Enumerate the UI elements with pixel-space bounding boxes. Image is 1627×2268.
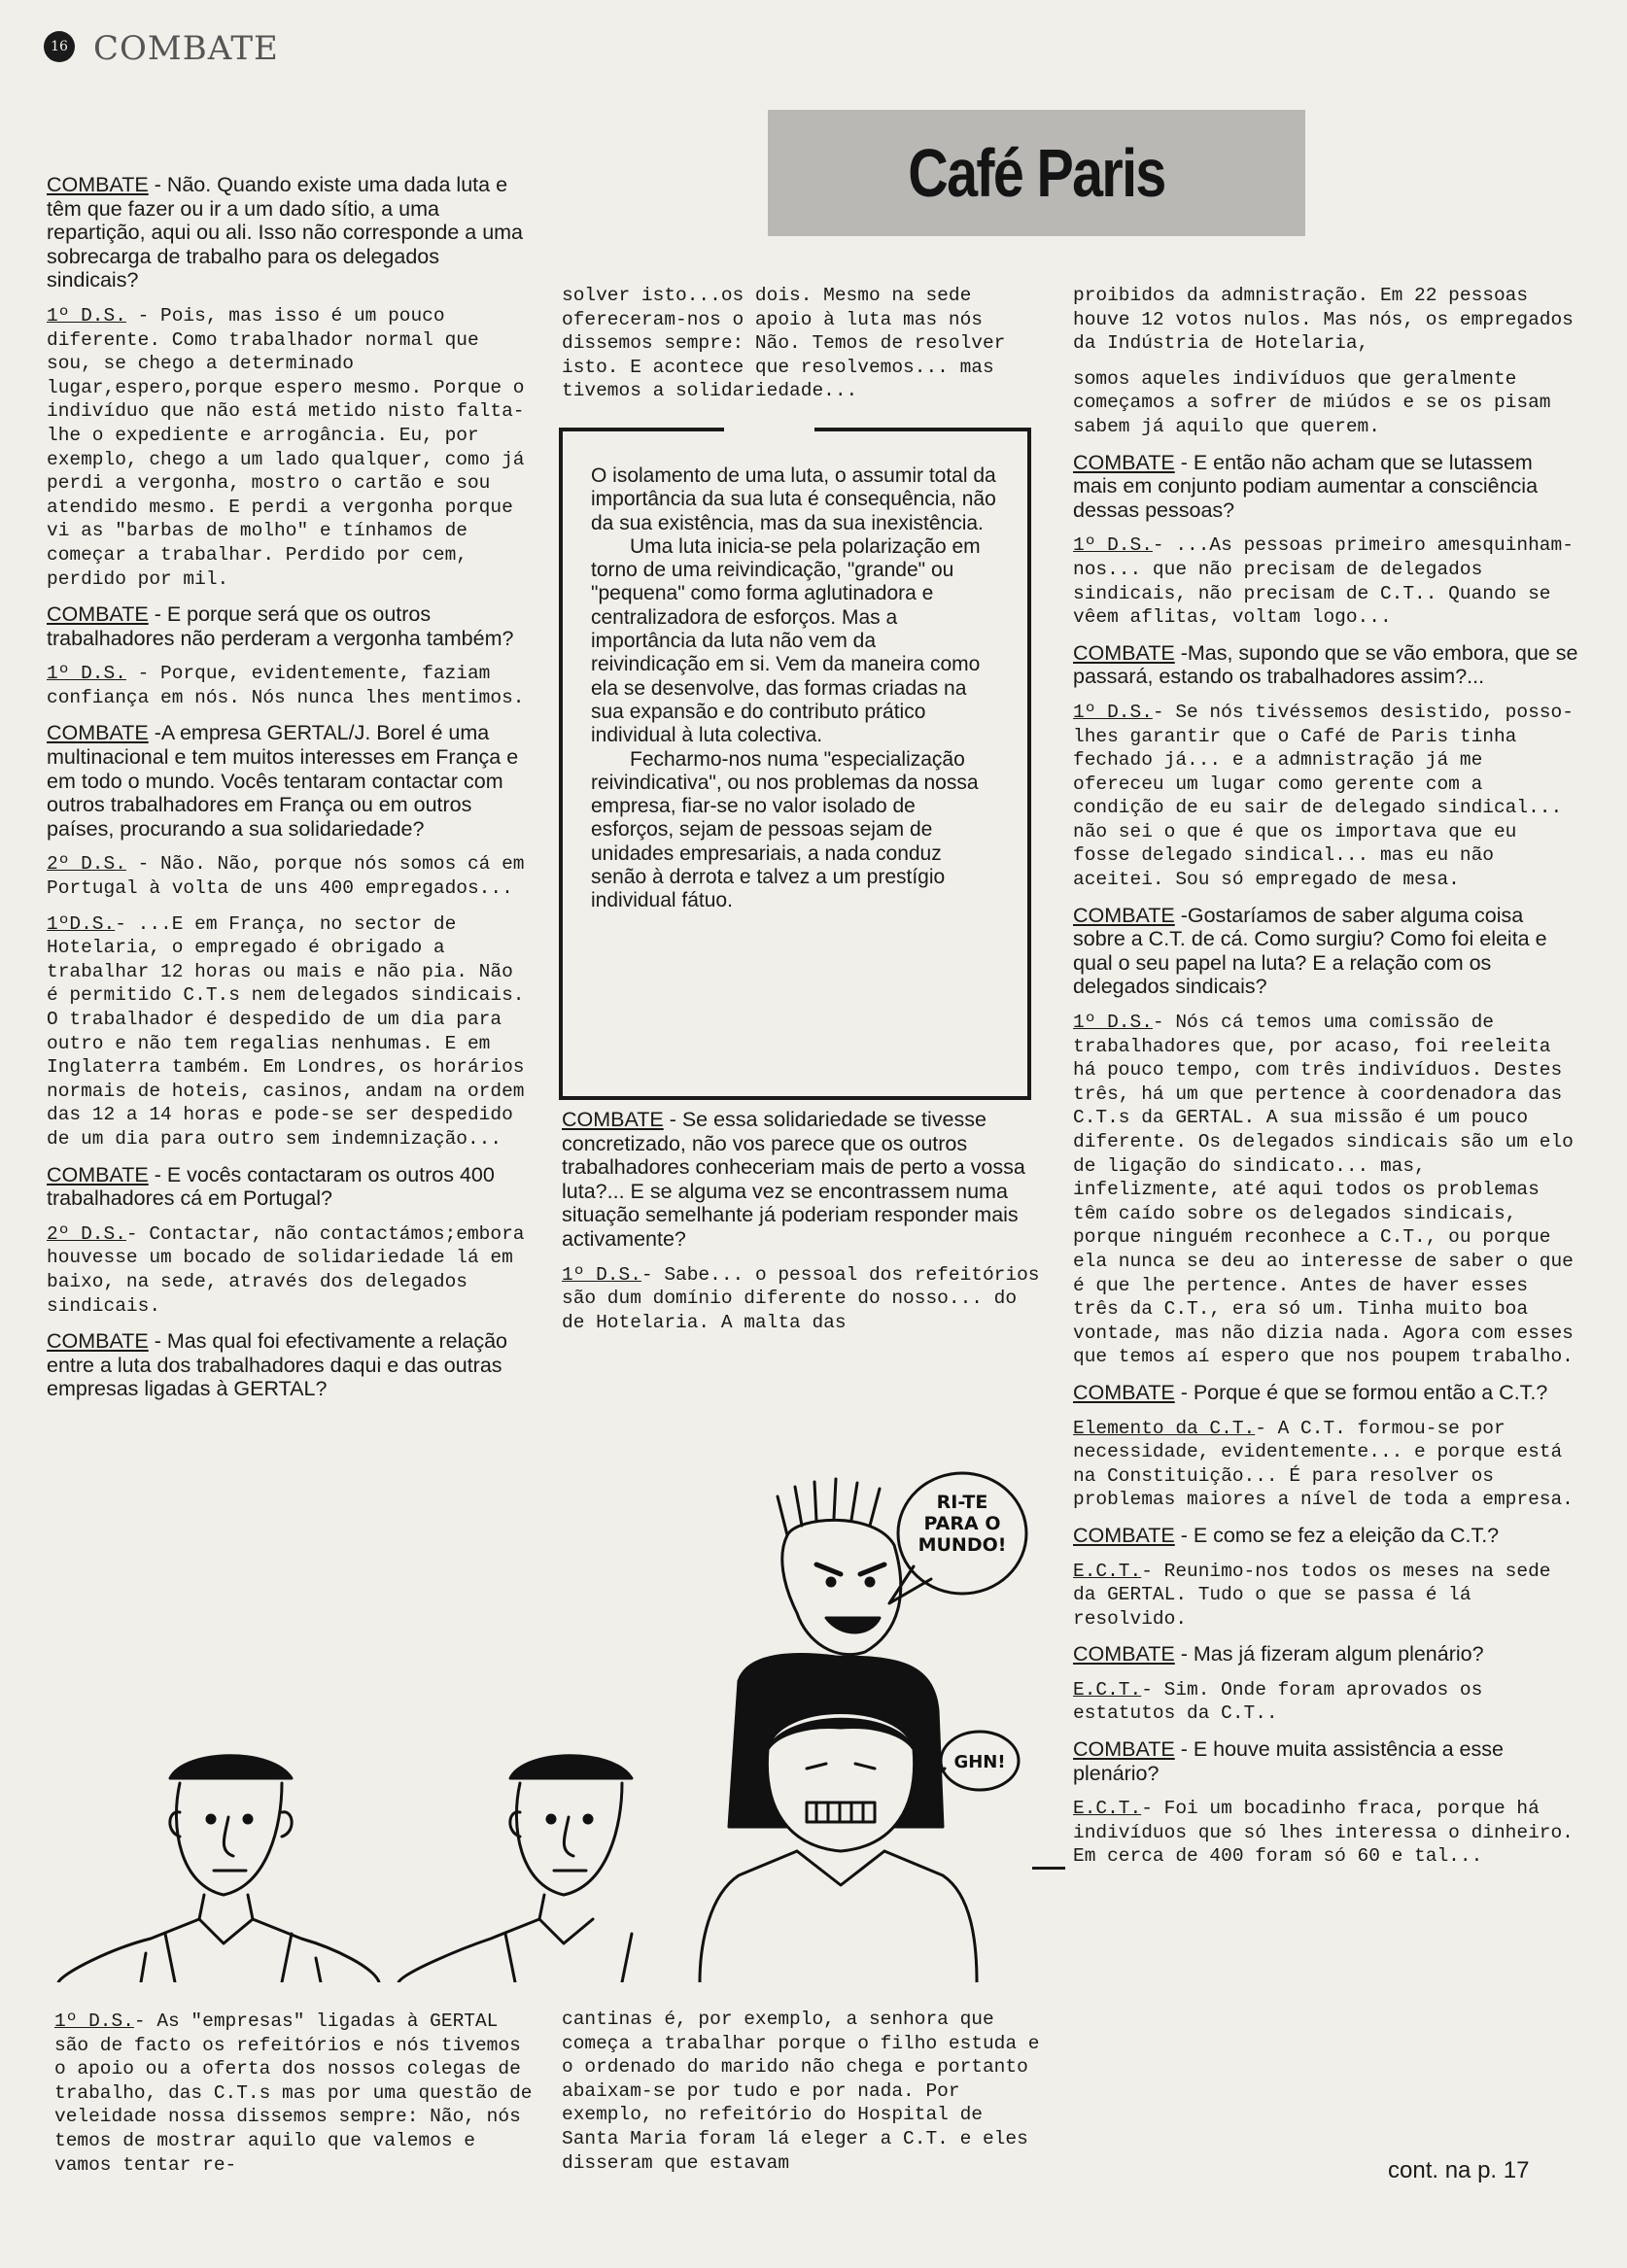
paragraph-text: - Mas qual foi efectivamente a relação entre a luta dos trabalhadores daqui e das outras empresas ligadas à GERTAL?: [47, 1329, 507, 1401]
paragraph-text: - Nós cá temos uma comissão de trabalhadores que, por acaso, foi reeleita há pouco tempo, com três indivíduos. Destes três, há um que pertence à coordenadora das C.T.s da GERTAL. A sua missão é um pouco diferente. Os delegados sindicais são um elo de ligação do sindicato... mas, infelizmente, até aqui todos os problemas têm caído sobre os delegados sindicais, porque ninguém reconhece a C.T., ou porque ela nunca se deu ao interesse de saber o que é que lhe pertence. Antes de haver esses três da C.T., era só um. Tinha muito boa vontade, mas não dizia nada. Agora com esses que temos aí espero que nos poupem trabalho.: [1073, 1012, 1574, 1368]
column-2: [562, 284, 1048, 415]
paragraph-text: - As "empresas" ligadas à GERTAL são de facto os refeitórios e nós tivemos o apoio ou a oferta dos nossos colegas de trabalho, das C.T.s mas por uma questão de veleidade nossa dissemos sempre: Não, nós temos de mostrar aquilo que valemos e vamos tentar re-: [54, 2010, 533, 2176]
title-banner: [768, 110, 1305, 236]
paragraph: [1073, 451, 1578, 523]
speaker-label: COMBATE: [47, 721, 149, 745]
paragraph-text: - A C.T. formou-se por necessidade, evidentemente... e porque está na Constituição... É para resolver os problemas maiores a nível de toda a empresa.: [1073, 1417, 1574, 1511]
speaker-label: COMBATE: [47, 602, 149, 627]
speaker-label: 1º D.S.: [1073, 701, 1153, 723]
paragraph-text: - E porque será que os outros trabalhadores não perderam a vergonha também?: [47, 602, 514, 650]
speaker-label: COMBATE: [1073, 1380, 1175, 1404]
paragraph-text: - Se nós tivéssemos desistido, posso-lhes garantir que o Café de Paris tinha fechado já... e a admnistração já me ofereceu um lugar como gerente com a condição de eu sair de delegado sindical... não sei o que é que os importava que eu fosse delegado sindical... mas eu não aceitei. Sou só empregado de mesa.: [1073, 701, 1574, 891]
speech-bubble-text: [918, 1492, 1007, 1556]
paragraph: [47, 1163, 533, 1211]
paragraph: [1073, 1560, 1578, 1632]
paragraph: [562, 1108, 1048, 1252]
paragraph-text: - Se essa solidariedade se tivesse concretizado, não vos parece que os outros trabalhadores conheceriam mais de perto a vossa luta?... E se alguma vez se encontrassem numa situação semelhante já poderiam responder mais activamente?: [562, 1108, 1025, 1251]
paragraph: [1073, 904, 1578, 999]
continued-note: cont. na p. 17: [1388, 2157, 1530, 2183]
speaker-label: COMBATE: [1073, 1642, 1175, 1667]
paragraph-text: - E então não acham que se lutassem mais em conjunto podiam aumentar a consciência dessas pessoas?: [1073, 450, 1539, 522]
speaker-label: COMBATE: [47, 1162, 149, 1186]
paragraph-text: - Sim. Onde foram aprovados os estatutos da C.T..: [1073, 1678, 1483, 1725]
speech-bubble-line: PARA O: [923, 1513, 1001, 1534]
paragraph-text: solver isto...os dois. Mesmo na sede ofereceram-nos o apoio à luta mas nós dissemos sempre: Não. Temos de resolver isto. E acontece que resolvemos... mas tivemos a solidariedade...: [562, 285, 1006, 402]
speaker-label: 1º D.S.: [562, 1263, 641, 1286]
paragraph: [47, 602, 533, 650]
paragraph: [47, 304, 533, 591]
speaker-label: E.C.T.: [1073, 1560, 1142, 1582]
paragraph: [1073, 1737, 1578, 1785]
paragraph-text: - Mas já fizeram algum plenário?: [1174, 1642, 1484, 1667]
paragraph-text: - E vocês contactaram os outros 400 trabalhadores cá em Portugal?: [47, 1162, 495, 1211]
paragraph: [47, 662, 533, 709]
paragraph: [1073, 533, 1578, 629]
speaker-label: COMBATE: [1073, 640, 1175, 665]
speaker-label: COMBATE: [1073, 1737, 1175, 1762]
paragraph: [47, 852, 533, 900]
paragraph: [1073, 1642, 1578, 1667]
article-title: Café Paris: [908, 135, 1165, 211]
paragraph: [1073, 1678, 1578, 1726]
speaker-label: COMBATE: [1073, 903, 1175, 927]
paragraph-text: - ...As pessoas primeiro amesquinham-nos... que não precisam de delegados sindicais, não precisam de C.T.. Quando se vêem aflitas, voltam logo...: [1073, 534, 1574, 629]
paragraph: [1073, 701, 1578, 892]
column-2-bottom: [562, 2008, 1048, 2186]
speaker-label: COMBATE: [47, 1329, 149, 1354]
paragraph-text: - Reunimo-nos todos os meses na sede da GERTAL. Tudo o que se passa é lá resolvido.: [1073, 1560, 1551, 1630]
box-paragraph: Uma luta inicia-se pela polarização em torno de uma reivindicação, "grande" ou "pequena" como forma aglutinadora e centralizadora de esforços. Mas a importância da luta não vem da reivindicação em si. Vem da maneira como ela se desenvolve, das formas criadas na sua expansão e do contributo prático individual à luta colectiva.: [591, 534, 981, 747]
boss-cartoon-illustration: [680, 1458, 1030, 1982]
column-1-bottom: [54, 2010, 536, 2188]
column-2-middle: [562, 1108, 1048, 1346]
paragraph: [54, 2010, 536, 2177]
box-paragraph: Fecharmo-nos numa "especialização reivindicativa", ou nos problemas da nossa empresa, fiar-se no valor isolado de esforços, sejam de pessoas sejam de unidades empresariais, a nada conduz senão à derrota e talvez a um prestígio individual fátuo.: [591, 747, 979, 912]
paragraph: [47, 1329, 533, 1401]
paragraph: [47, 173, 533, 292]
magazine-name: COMBATE: [93, 29, 279, 68]
paragraph: [47, 721, 533, 841]
paragraph-text: - Não. Não, porque nós somos cá em Portugal à volta de uns 400 empregados...: [47, 853, 525, 900]
speaker-label: 1ºD.S.: [47, 912, 116, 935]
speaker-label: COMBATE: [1073, 450, 1175, 474]
dash-mark: [1032, 1867, 1065, 1870]
speaker-label: 1º D.S.: [47, 304, 126, 326]
speaker-label: COMBATE: [1073, 1523, 1175, 1547]
speaker-label: COMBATE: [562, 1108, 664, 1131]
speaker-label: 1º D.S.: [54, 2010, 134, 2032]
two-workers-illustration: [53, 1739, 637, 1982]
paragraph-text: - Sabe... o pessoal dos refeitórios são dum domínio diferente do nosso... do de Hotelaria. A malta das: [562, 1263, 1040, 1333]
paragraph: [1073, 1417, 1578, 1512]
page-number: 16: [44, 31, 75, 62]
paragraph: [1073, 1797, 1578, 1869]
paragraph-text: -Gostaríamos de saber alguma coisa sobre a C.T. de cá. Como surgiu? Como foi eleita e qual o seu papel na luta? E a relação com os delegados sindicais?: [1073, 903, 1547, 999]
paragraph-text: - Foi um bocadinho fraca, porque há indivíduos que só lhes interessa o dinheiro. Em cerca de 400 foram só 60 e tal...: [1073, 1798, 1574, 1868]
boxed-commentary-text: [591, 464, 999, 913]
paragraph-text: - E houve muita assistência a esse plenário?: [1073, 1737, 1504, 1785]
paragraph-text: -A empresa GERTAL/J. Borel é uma multinacional e tem muitos interesses em França e em todo o mundo. Vocês tentaram contactar com outros trabalhadores em França ou em outros países, procurando a sua solidariedade?: [47, 721, 519, 841]
column-1: [47, 173, 533, 1413]
paragraph-text: cantinas é, por exemplo, a senhora que começa a trabalhar porque o filho estuda e o ordenado do marido não chega e portanto abaixam-se por tudo e por nada. Por exemplo, no refeitório do Hospital de Santa Maria foram lá eleger a C.T. e eles disseram que estavam: [562, 2009, 1040, 2174]
speech-bubble-line: MUNDO!: [917, 1534, 1007, 1556]
speaker-label: Elemento da C.T.: [1073, 1417, 1256, 1439]
paragraph-text: - Porque é que se formou então a C.T.?: [1174, 1380, 1548, 1404]
speaker-label: 1º D.S.: [1073, 1012, 1153, 1034]
paragraph: [1073, 1524, 1578, 1548]
paragraph: [47, 912, 533, 1151]
speaker-label: E.C.T.: [1073, 1678, 1142, 1701]
box-paragraph: O isolamento de uma luta, o assumir total da importância da sua luta é consequência, não da sua existência, mas da sua inexistência.: [591, 464, 996, 534]
paragraph: [562, 1263, 1048, 1335]
paragraph-text: - E como se fez a eleição da C.T.?: [1174, 1523, 1500, 1547]
paragraph: [1073, 641, 1578, 689]
paragraph: [47, 1222, 533, 1318]
paragraph: [1073, 1381, 1578, 1405]
speaker-label: 1º D.S.: [1073, 534, 1153, 557]
column-3: [1073, 284, 1578, 1880]
paragraph-text: - Pois, mas isso é um pouco diferente. Como trabalhador normal que sou, se chego a determinado lugar,espero,porque espero mesmo. Porque o indivíduo que não está metido nisto falta-lhe o expediente e arrogância. Eu, por exemplo, chego a um lado qualquer, como já perdi a vergonha, mostro o cartão e sou atendido mesmo. E perdi a vergonha porque vi as "barbas de molho" e tínhamos de começar a trabalhar. Perdido por cem, perdido por mil.: [47, 304, 525, 590]
paragraph-text: - ...E em França, no sector de Hotelaria, o empregado é obrigado a trabalhar 12 horas ou mais e não pia. Não é permitido C.T.s nem delegados sindicais. O trabalhador é despedido de um dia para outro e não tem regalias nenhumas. E em Inglaterra também. Em Londres, os horários normais de hoteis, casinos, andam na ordem das 12 a 14 horas e pode-se ser despedido de um dia para outro sem indemnização...: [47, 912, 525, 1150]
speech-bubble-text: GHN!: [953, 1752, 1006, 1772]
paragraph-text: somos aqueles indivíduos que geralmente começamos a sofrer de miúdos e se os pisam sabem já aquilo que querem.: [1073, 367, 1551, 437]
speech-bubble-line: RI-TE: [936, 1492, 988, 1513]
paragraph-text: -Mas, supondo que se vão embora, que se passará, estando os trabalhadores assim?...: [1073, 640, 1578, 689]
paragraph: [1073, 1011, 1578, 1369]
paragraph-text: proibidos da admnistração. Em 22 pessoas houve 12 votos nulos. Mas nós, os empregados da Indústria de Hotelaria,: [1073, 285, 1574, 355]
speaker-label: 1º D.S.: [47, 663, 126, 685]
speaker-label: COMBATE: [47, 173, 149, 196]
paragraph-text: - Não. Quando existe uma dada luta e têm que fazer ou ir a um dado sítio, a uma repartição, aqui ou ali. Isso não corresponde a uma sobrecarga de trabalho para os delegados sindicais?: [47, 173, 524, 292]
speaker-label: E.C.T.: [1073, 1798, 1142, 1820]
speaker-label: 2º D.S.: [47, 1222, 126, 1245]
paragraph-text: - Contactar, não contactámos;embora houvesse um bocado de solidariedade lá em baixo, na sede, através dos delegados sindicais.: [47, 1222, 525, 1317]
paragraph-text: - Porque, evidentemente, faziam confiança em nós. Nós nunca lhes mentimos.: [47, 663, 525, 708]
speaker-label: 2º D.S.: [47, 853, 126, 876]
